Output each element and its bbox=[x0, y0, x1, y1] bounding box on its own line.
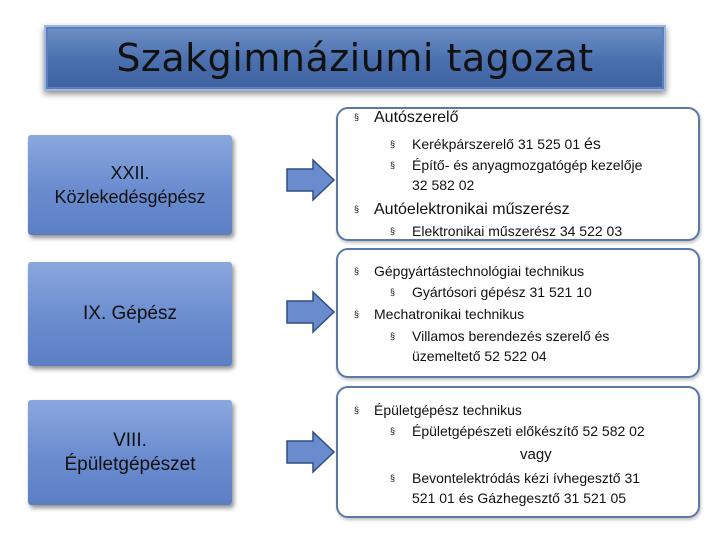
bullet: § bbox=[390, 331, 396, 341]
bullet: § bbox=[354, 266, 360, 276]
right-arrow-icon bbox=[286, 290, 336, 334]
vagy-label: vagy bbox=[520, 446, 552, 463]
bullet: § bbox=[390, 287, 396, 297]
category-gepesz bbox=[28, 262, 232, 366]
item-text: Gépgyártástechnológiai technikus bbox=[374, 263, 585, 279]
list-item bbox=[390, 328, 609, 344]
item-text-continuation: üzemeltető 52 522 04 bbox=[412, 348, 547, 364]
list-item bbox=[390, 157, 642, 173]
bullet: § bbox=[390, 226, 396, 236]
item-text: Villamos berendezés szerelő és bbox=[412, 328, 610, 344]
category-line: VIII. bbox=[113, 429, 147, 451]
category-line: IX. Gépész bbox=[83, 303, 177, 324]
item-text-continuation: 521 01 és Gázhegesztő 31 521 05 bbox=[412, 490, 627, 506]
list-item bbox=[354, 201, 570, 219]
item-text: Épületgépész technikus bbox=[374, 402, 522, 418]
list-item bbox=[390, 284, 592, 300]
item-text: és bbox=[584, 136, 601, 153]
item-text: Bevontelektródás kézi ívhegesztő 31 bbox=[412, 470, 641, 486]
category-line: Közlekedésgépész bbox=[54, 187, 206, 207]
item-text: Építő- és anyagmozgatógép kezelője bbox=[412, 157, 643, 173]
list-item bbox=[354, 263, 584, 279]
list-item bbox=[354, 402, 522, 418]
bullet: § bbox=[354, 405, 360, 415]
bullet: § bbox=[390, 473, 396, 483]
bullet: § bbox=[390, 160, 396, 170]
category-line: Épületgépészet bbox=[64, 453, 196, 475]
bullet: § bbox=[354, 112, 360, 122]
category-epuletgepeszet bbox=[28, 400, 232, 505]
panel-gepesz bbox=[336, 248, 700, 378]
list-item bbox=[390, 223, 622, 239]
list-item bbox=[390, 136, 601, 154]
item-text-continuation: 32 582 02 bbox=[412, 177, 475, 193]
bullet: § bbox=[390, 426, 396, 436]
list-item bbox=[390, 470, 640, 486]
item-text: Mechatronikai technikus bbox=[374, 306, 525, 322]
bullet: § bbox=[354, 309, 360, 319]
bullet: § bbox=[390, 139, 396, 149]
page-title: Szakgimnáziumi tagozat bbox=[116, 36, 594, 80]
right-arrow-icon bbox=[286, 158, 336, 202]
item-text: Gyártósori gépész 31 521 10 bbox=[412, 284, 592, 300]
category-kozlekedesgepesz bbox=[28, 135, 232, 235]
list-item bbox=[390, 423, 645, 439]
list-item bbox=[354, 109, 459, 127]
category-line: XXII. bbox=[110, 163, 150, 183]
list-item bbox=[354, 306, 524, 322]
item-text: Elektronikai műszerész 34 522 03 bbox=[412, 223, 623, 239]
item-text: Épületgépészeti előkészítő 52 582 02 bbox=[412, 423, 645, 439]
title-banner bbox=[44, 25, 666, 91]
item-text: Kerékpárszerelő 31 525 01 bbox=[412, 136, 581, 152]
panel-kozlekedesgepesz bbox=[336, 107, 700, 241]
bullet: § bbox=[354, 204, 360, 214]
item-text: Autószerelő bbox=[374, 109, 459, 126]
panel-epuletgepeszet bbox=[336, 386, 700, 518]
item-text: Autóelektronikai műszerész bbox=[374, 201, 570, 218]
right-arrow-icon bbox=[286, 430, 336, 474]
